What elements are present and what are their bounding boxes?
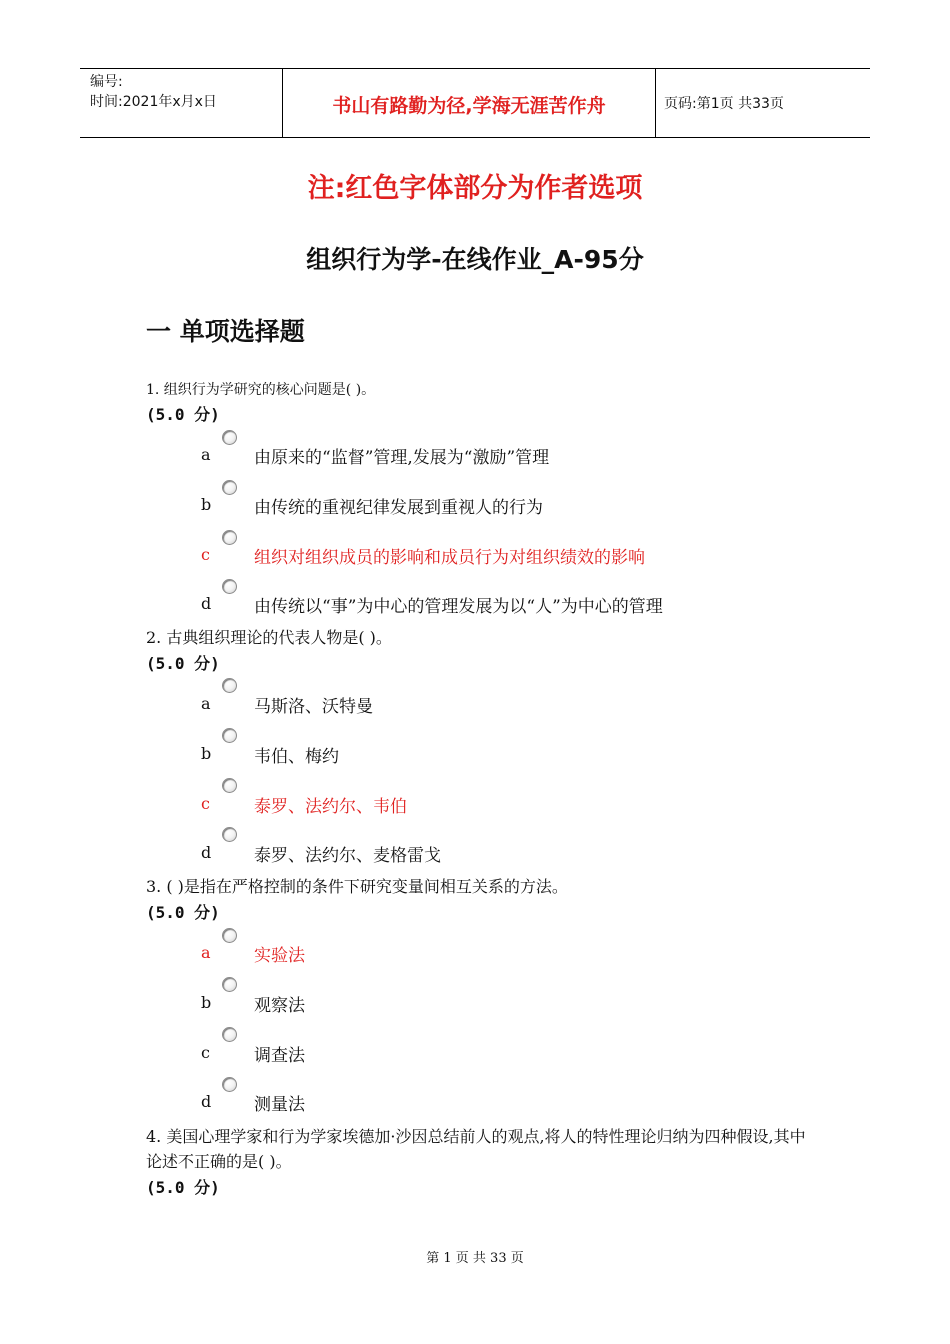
option-radio[interactable]	[222, 827, 237, 842]
option-letter: c	[201, 1043, 210, 1062]
question-score: (5.0 分)	[146, 405, 220, 424]
option-letter: a	[201, 445, 211, 464]
option-radio[interactable]	[222, 530, 237, 545]
option-letter: d	[201, 594, 212, 613]
option-letter: b	[201, 744, 212, 763]
option-radio[interactable]	[222, 977, 237, 992]
option-text: 由原来的“监督”管理,发展为“激励”管理	[254, 448, 550, 468]
question-score: (5.0 分)	[146, 1178, 220, 1197]
option-radio[interactable]	[222, 778, 237, 793]
document-title: 组织行为学-在线作业_A-95分	[306, 245, 644, 274]
option-text: 韦伯、梅约	[254, 747, 339, 767]
author-note: 注:红色字体部分为作者选项	[307, 173, 643, 204]
option-text: 泰罗、法约尔、麦格雷戈	[254, 846, 441, 866]
option-radio[interactable]	[222, 579, 237, 594]
option-radio[interactable]	[222, 928, 237, 943]
option-text: 由传统的重视纪律发展到重视人的行为	[254, 498, 543, 518]
header-motto-cell	[282, 69, 656, 137]
option-letter: d	[201, 843, 212, 862]
option-radio[interactable]	[222, 728, 237, 743]
option-text-selected: 组织对组织成员的影响和成员行为对组织绩效的影响	[254, 548, 645, 568]
option-text: 调查法	[254, 1046, 305, 1066]
question-score: (5.0 分)	[146, 654, 220, 673]
option-letter: d	[201, 1092, 212, 1111]
page-footer: 第 1 页 共 33 页	[426, 1251, 524, 1266]
option-text: 由传统以“事”为中心的管理发展为以“人”为中心的管理	[254, 597, 663, 617]
option-letter-selected: c	[201, 545, 210, 564]
question-text: 3. ( )是指在严格控制的条件下研究变量间相互关系的方法。	[146, 877, 568, 896]
option-radio[interactable]	[222, 1077, 237, 1092]
header-meta	[80, 69, 282, 137]
number-label: 编号:	[90, 74, 123, 90]
option-text-selected: 泰罗、法约尔、韦伯	[254, 797, 407, 817]
option-letter: b	[201, 993, 212, 1012]
option-text: 测量法	[254, 1095, 305, 1115]
option-letter-selected: a	[201, 943, 211, 962]
option-radio[interactable]	[222, 480, 237, 495]
option-radio[interactable]	[222, 1027, 237, 1042]
header-page-info: 页码:第1页 共33页	[664, 96, 784, 112]
option-letter: a	[201, 694, 211, 713]
time-label: 时间:2021年x月x日	[90, 94, 217, 110]
option-radio[interactable]	[222, 678, 237, 693]
question-text: 4. 美国心理学家和行为学家埃德加·沙因总结前人的观点,将人的特性理论归纳为四种假设,其中论述不正确的是( )。	[146, 1127, 806, 1171]
question-text: 1. 组织行为学研究的核心问题是( )。	[146, 382, 376, 398]
question-score: (5.0 分)	[146, 903, 220, 922]
header-motto: 书山有路勤为径,学海无涯苦作舟	[332, 95, 606, 117]
option-text-selected: 实验法	[254, 946, 305, 966]
question-text: 2. 古典组织理论的代表人物是( )。	[146, 628, 392, 647]
option-letter-selected: c	[201, 794, 210, 813]
option-letter: b	[201, 495, 212, 514]
page-header	[80, 68, 870, 138]
option-text: 观察法	[254, 996, 305, 1016]
section-heading: 一 单项选择题	[146, 317, 305, 346]
option-text: 马斯洛、沃特曼	[254, 697, 373, 717]
option-radio[interactable]	[222, 430, 237, 445]
